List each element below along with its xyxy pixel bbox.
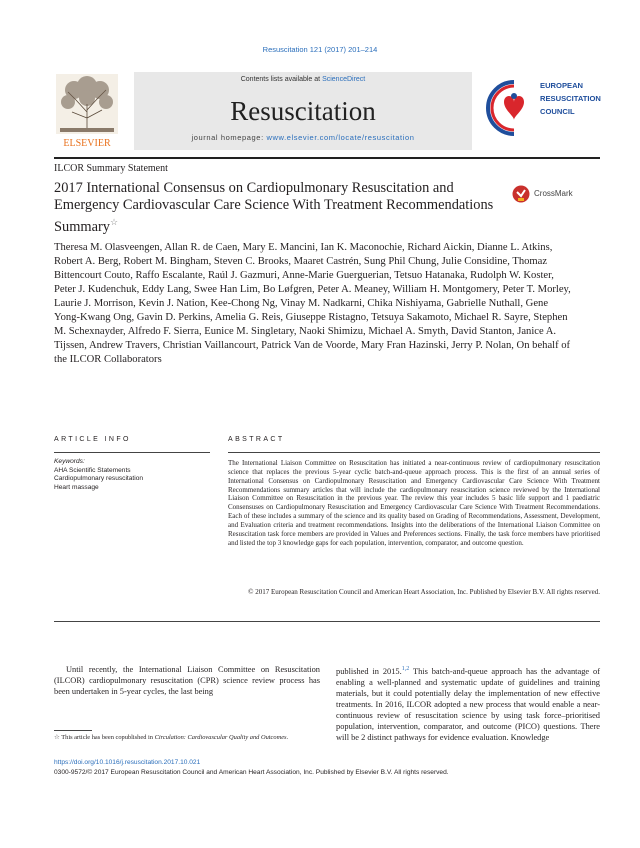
contents-line: Contents lists available at ScienceDirect <box>240 76 366 83</box>
abstract-divider <box>228 452 600 453</box>
journal-masthead <box>134 72 472 150</box>
article-title: 2017 International Consensus on Cardiopulmonary Resuscitation and Emergency Cardiovascular Care Science With Treatment Recommendations Summary☆ <box>54 180 494 235</box>
issn-copyright: 0300-9572/© 2017 European Resuscitation Council and American Heart Association, Inc. Published by Elsevier B.V. All rights reserved. <box>54 769 449 776</box>
homepage-line: journal homepage: www.elsevier.com/locate/resuscitation <box>191 133 415 142</box>
keyword-item: AHA Scientific Statements <box>54 466 131 474</box>
author-list: Theresa M. Olasveengen, Allan R. de Caen, Mary E. Mancini, Ian K. Maconochie, Richard Aickin, Dianne L. Atkins, Robert A. Berg, Robert M. Bingham, Steven C. Brooks, Maaret Castrén, Sung Phil Chung, Julie Considine, Thomaz Bittencourt Couto, Raffo Escalante, Raúl J. Gazmuri, Anne-Marie Guerguerian, Tetsuo Hatanaka, Rudolph W. Koster, Peter J. Kudenchuk, Eddy Lang, Swee Han Lim, Bo Løfgren, Peter A. Meaney, William H. Montgomery, Peter T. Morley, Laurie J. Morrison, Kevin J. Nation, Kee-Chong Ng, Vinay M. Nadkarni, Chika Nishiyama, Gabrielle Nuthall, Gene Yong-Kwang Ong, Gavin D. Perkins, Amelia G. Reis, Giuseppe Ristagno, Tetsuya Sakamoto, Michael R. Sayre, Stephen M. Schexnayder, Alfredo F. Sierra, Eunice M. Singletary, Naoki Shimizu, Michael A. Smyth, David Stanton, Janice A. Tijssen, Andrew Travers, Christian Vaillancourt, Patrick Van de Voorde, Mary Fran Hazinski, Jerry P. Nolan, On behalf of the ILCOR Collaborators <box>54 242 571 365</box>
body-text-right-column: published in 2015.$^{1,2}$ This batch-and-queue approach has the advantage of enabling a well-planned and systematic update of guidelines and training materials, but it could potentially delay the implementation of new effective treatments. In 2016, ILCOR adopted a new process that would enable a near-continuous review of resuscitation science by using task force–prioritised population, intervention, comparator, and outcome (PICO) questions. There will be 2 distinct pathways for evidence evaluation. Knowledge <box>336 666 600 742</box>
abstract-bottom-divider <box>54 621 600 622</box>
elsevier-tree-logo <box>54 72 120 152</box>
article-info-heading: ARTICLE INFO <box>54 436 131 443</box>
crossmark-label: CrossMark <box>534 189 573 198</box>
elsevier-wordmark: ELSEVIER <box>63 138 111 149</box>
article-info-divider <box>54 452 210 453</box>
sciencedirect-link[interactable]: ScienceDirect <box>322 76 366 83</box>
journal-citation-link[interactable]: Resuscitation 121 (2017) 201–214 <box>262 45 378 54</box>
erc-wordmark: EUROPEAN RESUSCITATION COUNCIL <box>540 81 601 116</box>
keywords-heading: Keywords: <box>54 458 85 465</box>
article-type: ILCOR Summary Statement <box>54 163 168 174</box>
journal-header <box>54 62 604 158</box>
keyword-item: Heart massage <box>54 483 99 491</box>
footnote: ☆ This article has been copublished in Circulation: Cardiovascular Quality and Outcomes. <box>54 734 289 741</box>
crossmark-button[interactable] <box>512 183 582 205</box>
journal-title: Resuscitation <box>230 96 376 126</box>
doi-link[interactable]: https://doi.org/10.1016/j.resuscitation.2017.10.021 <box>54 759 201 766</box>
footnote-divider <box>54 730 92 731</box>
keywords-block <box>54 458 214 492</box>
crossmark-icon <box>512 183 530 205</box>
abstract-copyright: © 2017 European Resuscitation Council and American Heart Association, Inc. Published by Elsevier B.V. All rights reserved. <box>248 588 600 596</box>
reference-link[interactable]: 1,2 <box>401 666 410 672</box>
header-divider <box>54 157 600 159</box>
abstract-text: The International Liaison Committee on Resuscitation has initiated a near-continuous review of cardiopulmonary resuscitation science that replaces the previous 5-year cyclic batch-and-queue approach process. This is the first of an annual series of International Consensus on Cardiopulmonary Resuscitation and Emergency Cardiovascular Care Science With Treatment Recommendations summary articles that will include the cardiopulmonary resuscitation science reviewed by the International Liaison Committee on Resuscitation in the previous year. The review this year includes 5 basic life support and 1 paediatric Consensuses on Cardiopulmonary Resuscitation and Emergency Cardiovascular Care Science With Treatment Recommendations. Each of these includes a summary of the science and its quality based on Grading of Recommendations, Assessment, Development, and Evaluation criteria and treatment recommendations. Insights into the deliberations of the International Liaison Committee on Resuscitation task force members are provided in Values and Preferences sections. Finally, the task force members have prioritised and listed the top 3 knowledge gaps for each population, intervention, comparator, and outcome question. <box>228 459 600 547</box>
title-footnote-mark[interactable]: ☆ <box>109 217 119 227</box>
journal-homepage-link[interactable]: www.elsevier.com/locate/resuscitation <box>266 133 415 142</box>
keyword-item: Cardiopulmonary resuscitation <box>54 475 144 483</box>
body-text-left-column: Until recently, the International Liaison Committee on Resuscitation (ILCOR) cardiopulmonary resuscitation (CPR) science review process has been undertaken in 5-year cycles, the last being <box>54 665 320 696</box>
abstract-heading: ABSTRACT <box>228 436 285 443</box>
